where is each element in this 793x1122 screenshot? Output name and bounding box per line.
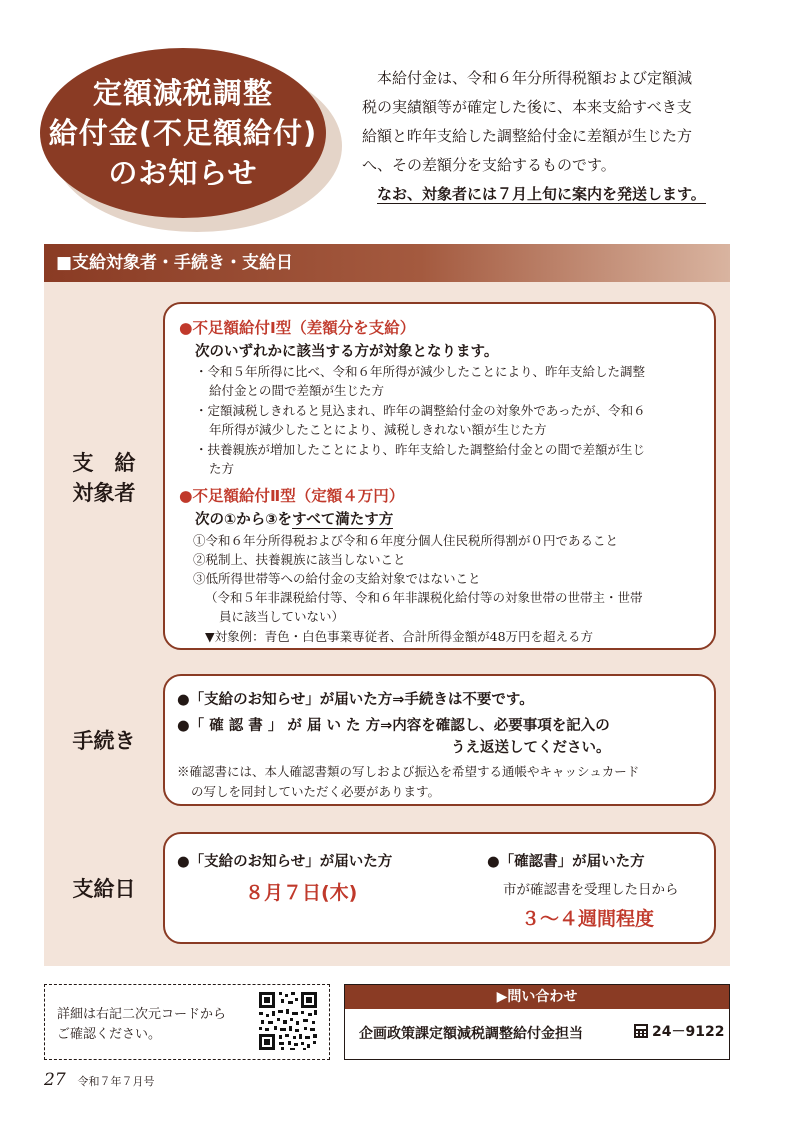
intro-text — [362, 64, 737, 209]
intro-line-4: へ、その差額分を支給するものです。 — [362, 156, 616, 174]
type1-heading: ●不足額給付Ⅰ型（差額分を支給） — [179, 319, 416, 337]
type2-item-2: ②税制上、扶養親族に該当しないこと — [193, 552, 406, 567]
payment-date-label: 支給日 — [72, 877, 136, 901]
type2-lead-underlined: すべて満たす方 — [292, 512, 394, 528]
eligibility-label-line-2: 対象者 — [72, 481, 136, 505]
procedure-line-1: ●「支給のお知らせ」が届いた方⇒手続きは不要です。 — [177, 692, 534, 708]
title-oval — [40, 48, 326, 218]
payment-date-box — [163, 832, 716, 944]
qr-code-box — [44, 984, 330, 1060]
type1-item-2a: ・定額減税しきれると見込まれ、昨年の調整給付金の対象外であったが、令和６ — [195, 403, 646, 418]
type2-example: ▼対象例：青色・白色事業専従者、合計所得金額が48万円を超える方 — [205, 629, 594, 644]
section-header: ■支給対象者・手続き・支給日 — [44, 244, 730, 282]
contact-phone-number: 24－9122 — [652, 1024, 725, 1040]
intro-line-3: 給額と昨年支給した調整給付金に差額が生じた方 — [362, 127, 693, 145]
payment-right-value: ３～４週間程度 — [521, 908, 655, 930]
procedure-box — [163, 674, 716, 806]
contact-department: 企画政策課定額減税調整給付金担当 — [359, 1026, 583, 1042]
issue-label: 令和７年７月号 — [77, 1075, 155, 1088]
eligibility-box — [163, 302, 716, 650]
intro-notice-text: なお、対象者には７月上旬に案内を発送します。 — [377, 185, 706, 203]
type2-item-3: ③低所得世帯等への給付金の支給対象ではないこと — [193, 571, 481, 586]
intro-notice — [362, 180, 737, 209]
page-footer — [44, 1070, 154, 1090]
contact-box — [344, 984, 730, 1060]
procedure-label: 手続き — [72, 729, 136, 753]
type2-item-3-note-b: 員に該当していない） — [219, 609, 345, 624]
type1-item-1a: ・令和５年所得に比べ、令和６年所得が減少したことにより、昨年支給した調整 — [195, 364, 646, 379]
type1-item-3b: た方 — [209, 461, 235, 476]
eligibility-label-line-1: 支 給 — [72, 451, 136, 475]
page-number: 27 — [44, 1070, 66, 1090]
procedure-line-2b: うえ返送してください。 — [451, 740, 611, 756]
type2-item-3-note-a: （令和５年非課税給付等、令和６年非課税化給付等の対象世帯の世帯主・世帯 — [205, 590, 643, 605]
qr-text-2: ご確認ください。 — [57, 1027, 162, 1042]
payment-left-value: ８月７日(木) — [245, 882, 358, 904]
contact-phone[interactable] — [633, 1021, 724, 1041]
procedure-note-1: ※確認書には、本人確認書類の写しおよび振込を希望する通帳やキャッシュカード — [177, 764, 640, 779]
payment-left-heading: ●「支給のお知らせ」が届いた方 — [177, 854, 393, 870]
type1-item-2b: 年所得が減少したことにより、減税しきれない額が生じた方 — [209, 422, 547, 437]
intro-line-1: 本給付金は、令和６年分所得税額および定額減 — [377, 69, 693, 87]
payment-right-heading: ●「確認書」が届いた方 — [487, 854, 645, 870]
contact-header: ▶問い合わせ — [345, 985, 729, 1009]
procedure-line-2a: ●「 確 認 書 」 が 届 い た 方⇒内容を確認し、必要事項を記入の — [177, 718, 610, 734]
type2-item-1: ①令和６年分所得税および令和６年度分個人住民税所得割が０円であること — [193, 533, 619, 548]
type1-item-3a: ・扶養親族が増加したことにより、昨年支給した調整給付金との間で差額が生じ — [195, 442, 646, 457]
procedure-note-2: の写しを同封していただく必要があります。 — [191, 784, 441, 799]
type2-lead — [195, 508, 393, 529]
eligibility-label — [48, 448, 160, 508]
type1-lead: 次のいずれかに該当する方が対象となります。 — [195, 344, 499, 360]
qr-text-1: 詳細は右記二次元コードから — [57, 1007, 227, 1022]
phone-icon — [633, 1023, 649, 1039]
payment-right-sub: 市が確認書を受理した日から — [503, 882, 679, 898]
type1-item-1b: 給付金との間で差額が生じた方 — [209, 383, 385, 398]
title-line-1: 定額減税調整 — [92, 76, 273, 110]
type2-heading: ●不足額給付Ⅱ型（定額４万円） — [179, 487, 405, 505]
title-line-2: 給付金(不足額給付) — [48, 116, 318, 150]
qr-code-icon[interactable] — [257, 990, 319, 1052]
intro-line-2: 税の実績額等が確定した後に、本来支給すべき支 — [362, 98, 692, 116]
title-line-3: のお知らせ — [108, 156, 258, 190]
type2-lead-pre: 次の①から③を — [195, 512, 293, 528]
